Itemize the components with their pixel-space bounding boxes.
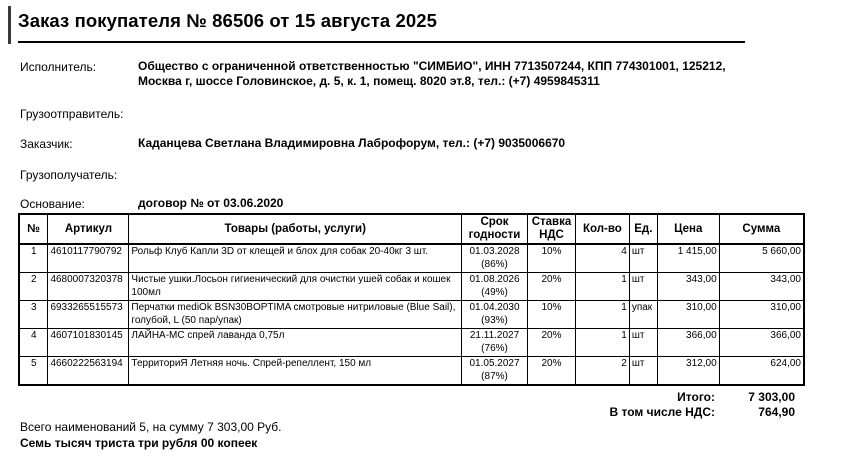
consignee-label: Грузополучатель: (20, 168, 118, 182)
page-left-bar (8, 6, 11, 44)
row-vat: 20% (527, 273, 575, 301)
row-sum: 366,00 (719, 329, 804, 357)
col-header-sum: Сумма (719, 214, 804, 244)
row-expiry-date: 01.03.2028 (469, 246, 520, 257)
row-num: 2 (19, 273, 48, 301)
items-table (18, 213, 805, 386)
row-expiry-pct: (93%) (481, 314, 508, 326)
row-sum: 5 660,00 (719, 244, 804, 273)
table-row (19, 273, 804, 301)
row-num: 5 (19, 357, 48, 386)
row-expiry-date: 01.08.2026 (469, 274, 520, 285)
vat-total-value: 764,90 (758, 405, 795, 419)
summary-line: Всего наименований 5, на сумму 7 303,00 Руб. (20, 420, 282, 434)
col-header-num: № (19, 214, 48, 244)
col-header-vat-line2: НДС (539, 229, 564, 241)
col-header-qty: Кол-во (575, 214, 629, 244)
row-sum: 624,00 (719, 357, 804, 386)
row-qty: 4 (575, 244, 629, 273)
row-qty: 1 (575, 329, 629, 357)
row-num: 3 (19, 301, 48, 329)
row-goods: Чистые ушки.Лосьон гигиенический для очистки ушей собак и кошек 100мл (129, 273, 462, 301)
row-expiry (462, 244, 528, 273)
row-article: 4660222563194 (48, 357, 129, 386)
row-goods: ТерриториЯ Летняя ночь. Спрей-репеллент, 150 мл (129, 357, 462, 386)
executor-line-1: Общество с ограниченной ответственностью "СИМБИО", ИНН 7713507244, КПП 774301001, 125212, (138, 59, 726, 73)
executor-label: Исполнитель: (20, 60, 97, 74)
row-vat: 10% (527, 301, 575, 329)
row-expiry-pct: (76%) (481, 342, 508, 354)
row-expiry (462, 329, 528, 357)
row-price: 366,00 (657, 329, 719, 357)
table-header-row (19, 214, 804, 244)
row-num: 4 (19, 329, 48, 357)
col-header-expiry (462, 214, 528, 244)
col-header-price: Цена (657, 214, 719, 244)
row-qty: 1 (575, 273, 629, 301)
row-price: 343,00 (657, 273, 719, 301)
row-num: 1 (19, 244, 48, 273)
total-label: Итого: (677, 390, 715, 404)
customer-label: Заказчик: (20, 137, 73, 151)
row-unit: упак (629, 301, 657, 329)
row-goods: Рольф Клуб Капли 3D от клещей и блох для собак 20-40кг 3 шт. (129, 244, 462, 273)
row-vat: 10% (527, 244, 575, 273)
row-vat: 20% (527, 357, 575, 386)
table-row (19, 357, 804, 386)
row-article: 4610117790792 (48, 244, 129, 273)
row-article: 4680007320378 (48, 273, 129, 301)
row-expiry (462, 273, 528, 301)
row-expiry (462, 301, 528, 329)
total-value: 7 303,00 (748, 390, 795, 404)
row-goods: Перчатки mediOk BSN30BOPTIMA смотровые нитриловые (Blue Sail), голубой, L (50 пар/упак) (129, 301, 462, 329)
executor-line-2: Москва г, шоссе Головинское, д. 5, к. 1, помещ. 8020 эт.8, тел.: (+7) 4959845311 (138, 73, 600, 88)
col-header-expiry-line2: годности (468, 229, 521, 241)
row-article: 6933265515573 (48, 301, 129, 329)
basis-value: договор № от 03.06.2020 (138, 196, 284, 210)
col-header-unit: Ед. (629, 214, 657, 244)
row-price: 312,00 (657, 357, 719, 386)
basis-label: Основание: (20, 197, 85, 211)
col-header-vat-line1: Ставка (531, 216, 572, 228)
row-sum: 343,00 (719, 273, 804, 301)
col-header-vat (527, 214, 575, 244)
row-sum: 310,00 (719, 301, 804, 329)
col-header-expiry-line1: Срок (480, 216, 509, 228)
row-expiry-date: 01.04.2030 (469, 302, 520, 313)
customer-value: Каданцева Светлана Владимировна Лаброфорум, тел.: (+7) 9035006670 (138, 136, 566, 150)
row-expiry-pct: (86%) (481, 258, 508, 270)
row-price: 1 415,00 (657, 244, 719, 273)
document-title: Заказ покупателя № 86506 от 15 августа 2025 (18, 10, 438, 31)
col-header-article: Артикул (48, 214, 129, 244)
row-price: 310,00 (657, 301, 719, 329)
row-unit: шт (629, 273, 657, 301)
row-expiry (462, 357, 528, 386)
row-unit: шт (629, 357, 657, 386)
row-expiry-pct: (87%) (481, 370, 508, 382)
amount-in-words: Семь тысяч триста три рубля 00 копеек (20, 436, 258, 450)
executor-value (138, 59, 726, 88)
row-expiry-date: 21.11.2027 (469, 330, 520, 341)
vat-total-label: В том числе НДС: (609, 405, 715, 419)
row-goods: ЛАЙНА-МС спрей лаванда 0,75л (129, 329, 462, 357)
row-article: 4607101830145 (48, 329, 129, 357)
title-underline (18, 41, 745, 43)
col-header-goods: Товары (работы, услуги) (129, 214, 462, 244)
table-row (19, 329, 804, 357)
row-vat: 20% (527, 329, 575, 357)
table-row (19, 301, 804, 329)
row-qty: 1 (575, 301, 629, 329)
row-qty: 2 (575, 357, 629, 386)
shipper-label: Грузоотправитель: (20, 107, 124, 121)
table-row (19, 244, 804, 273)
row-unit: шт (629, 244, 657, 273)
row-expiry-pct: (49%) (481, 286, 508, 298)
row-unit: шт (629, 329, 657, 357)
row-expiry-date: 01.05.2027 (469, 358, 520, 369)
